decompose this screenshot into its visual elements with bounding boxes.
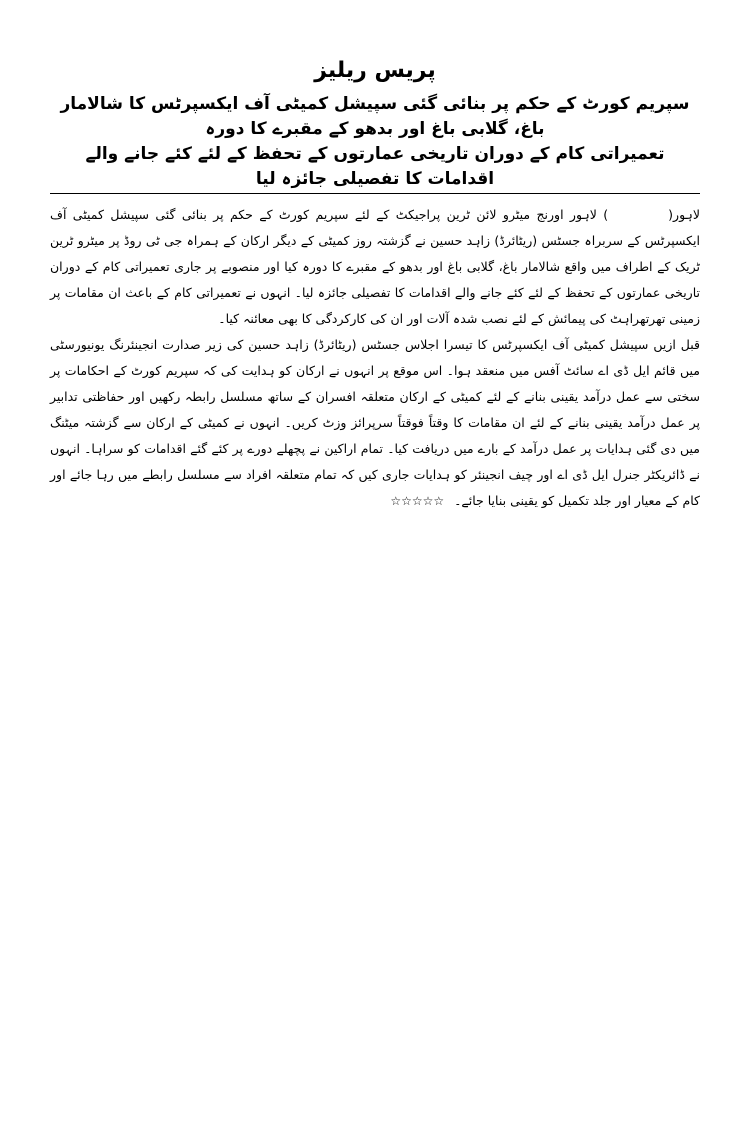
dateline (603, 202, 700, 228)
headline-line-2: تعمیراتی کام کے دوران تاریخی عمارتوں کے تحفظ کے لئے کئے جانے والے اقدامات کا تفصیلی جائزہ لیا (50, 142, 700, 194)
document-title: پریس ریلیز (314, 58, 436, 83)
dateline-close: ) (603, 207, 609, 222)
paragraph-1-text: لاہور اورنج میٹرو لائن ٹرین پراجیکٹ کے لئے سپریم کورٹ کے حکم پر بنائی گئی سپیشل کمیٹی آف ایکسپرٹس کے سربراہ جسٹس (ریٹائرڈ) زاہد حسین نے گزشتہ روز کمیٹی کے دیگر ارکان کے ہمراہ جی ٹی روڈ پر میٹرو ٹرین ٹریک کے اطراف میں واقع شالامار باغ، گلابی باغ اور بدھو کے مقبرے کا دورہ کیا اور منصوبے پر جاری تعمیراتی کام کے دوران تاریخی عمارتوں کے تحفظ کے لئے کئے جانے والے اقدامات کا تفصیلی جائزہ لیا۔ انہوں نے تعمیراتی کام کے باعث ان مقامات پر زمینی تھرتھراہٹ کی پیمائش کے لئے نصب شدہ آلات اور ان کی کارکردگی کا بھی معائنہ کیا۔ (50, 207, 700, 326)
headline-line-1: سپریم کورٹ کے حکم پر بنائی گئی سپیشل کمیٹی آف ایکسپرٹس کا شالامار باغ، گلابی باغ اور بدھو کے مقبرے کا دورہ (60, 94, 690, 139)
paragraph-2 (50, 332, 700, 514)
document-body (50, 52, 700, 514)
paragraph-1 (50, 202, 700, 332)
dateline-city: لاہور( (668, 207, 700, 222)
headline-line-2-wrap (50, 142, 700, 194)
paragraph-2-text: قبل ازیں سپیشل کمیٹی آف ایکسپرٹس کا تیسرا اجلاس جسٹس (ریٹائرڈ) زاہد حسین کی زیر صدارت انجینئرنگ یونیورسٹی میں قائم ایل ڈی اے سائٹ آفس میں منعقد ہوا۔ اس موقع پر انہوں نے ارکان کو ہدایت کی کہ سپریم کورٹ کے احکامات پر سختی سے عمل درآمد یقینی بنانے کے لئے کمیٹی کے ارکان متعلقہ افسران کے ساتھ مسلسل رابطہ رکھیں اور حفاظتی تدابیر پر عمل درآمد یقینی بنانے کے لئے ان مقامات کا وقتاً فوقتاً سرپرائز وزٹ کریں۔ انہوں نے کمیٹی کے ارکان سے گزشتہ میٹنگ میں دی گئی ہدایات پر عمل درآمد کے بارے میں دریافت کیا۔ تمام اراکین نے پچھلے دورے پر کئے گئے اقدامات کو سراہا۔ انہوں نے ڈائریکٹر جنرل ایل ڈی اے اور چیف انجینئر کو ہدایات جاری کیں کہ تمام متعلقہ افراد سے مسلسل رابطے میں رہا جائے اور کام کے معیار اور جلد تکمیل کو یقینی بنایا جائے۔ (50, 337, 700, 508)
end-marks: ☆☆☆☆☆ (390, 494, 445, 508)
